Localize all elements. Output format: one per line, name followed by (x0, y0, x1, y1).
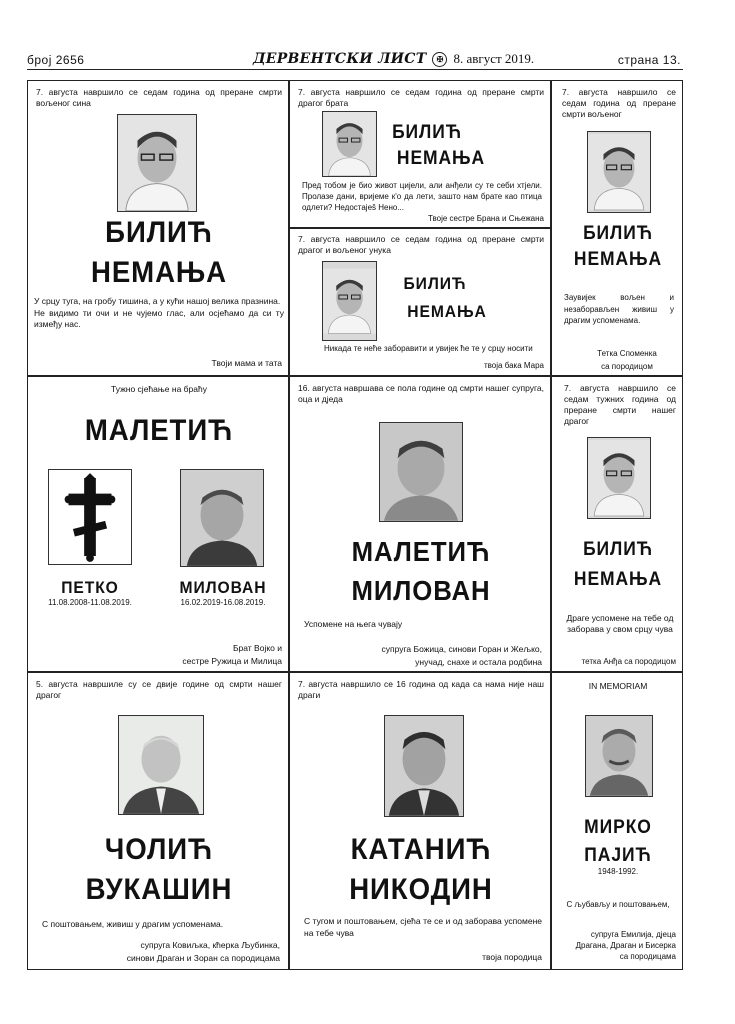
deceased-surname: ПАЈИЋ (584, 845, 652, 866)
obituary-signature-line2: са породицом (601, 362, 653, 371)
obituary-text: Никада те неће заборавити и увијек ће те у срцу носити (324, 344, 533, 353)
obituary-bilic-parents (27, 80, 289, 376)
obituary-signature: Твоји мама и тата (211, 358, 282, 368)
obituary-text: Заувијек вољен и незаборављен живиш у драгим успоменама. (564, 293, 674, 325)
obituary-signature: супруга Емилија, дјеца (590, 930, 676, 939)
obituary-signature: твоја бака Мара (483, 361, 544, 370)
obituary-text: С поштовањем, живиш у драгим успоменама. (42, 919, 224, 929)
deceased-dates: 1948-1992. (597, 867, 639, 876)
obituary-text: Пред тобом је био живот цијели, али анђели су те себи хтјели. Пролазе дани, вријеме к'о да лети, зашто нам брате као птица одлети? Недостаješ Нено... (302, 181, 542, 212)
obituary-signature: тетка Анђа са породицом (581, 657, 676, 666)
obituary-text: С тугом и поштовањем, сјећа те се и од заборава успомене на тебе чува (304, 916, 542, 938)
obituary-signature-line2: Драгана, Драган и Бисерка (575, 941, 676, 950)
deceased-firstname: МИРКО (584, 817, 652, 838)
obituary-bilic-grandmother (289, 228, 551, 376)
portrait-photo (379, 422, 463, 522)
obituary-intro: 16. августа навршава се пола године од смрти нашег супруга, оца и дједа (298, 383, 544, 404)
orthodox-cross-icon (48, 469, 132, 565)
deceased-surname: КАТАНИЋ (350, 833, 492, 866)
deceased-firstname: НЕМАЊА (573, 569, 663, 590)
obituary-intro: 7. августа навршило се седам година од преране смрти вољеног сина (36, 87, 282, 108)
deceased-firstname: ВУКАШИН (85, 873, 233, 906)
portrait-photo (384, 715, 464, 817)
deceased-firstname: МИЛОВАН (351, 575, 491, 606)
deceased-name-1: ПЕТКО (61, 578, 119, 597)
deceased-firstname: НЕМАЊА (396, 148, 486, 169)
deceased-dates-2: 16.02.2019-16.08.2019. (180, 598, 266, 607)
obituary-intro: Тужно сјећање на браћу (111, 384, 207, 394)
obituary-signature-line2: синови Драган и Зоран са породицама (126, 953, 280, 963)
obituary-bilic-sisters (289, 80, 551, 228)
obituary-maletic-brothers (27, 376, 289, 672)
deceased-surname: БИЛИЋ (583, 223, 653, 244)
obituary-text: Драге успомене на тебе од заборава у свом срцу чува (566, 613, 674, 634)
obituary-text: Успомене на њега чувају (304, 619, 403, 629)
obituary-maletic-family (289, 376, 551, 672)
deceased-surname: БИЛИЋ (105, 216, 213, 249)
header-rule (27, 69, 683, 70)
portrait-photo (585, 715, 653, 797)
deceased-firstname: НЕМАЊА (407, 302, 487, 321)
obituary-signature-line2: унучад, снахе и остала родбина (415, 657, 542, 667)
deceased-surname: МАЛЕТИЋ (351, 536, 491, 567)
obituary-text: С љубављу и поштовањем, (566, 900, 670, 909)
obituary-bilic-aunt (551, 80, 683, 376)
obituary-intro: 7. августа навршило се седам година од преране смрти драгог брата (298, 87, 544, 108)
deceased-surname: ЧОЛИЋ (104, 833, 214, 866)
deceased-surname: БИЛИЋ (583, 539, 653, 560)
deceased-firstname: НЕМАЊА (573, 249, 663, 270)
portrait-photo (587, 131, 651, 213)
deceased-firstname: НИКОДИН (349, 873, 493, 906)
obituary-signature: твоја породица (482, 952, 542, 962)
issue-date: 8. август 2019. (453, 51, 535, 66)
masthead-seal-icon: ✠ (432, 52, 447, 67)
obituary-signature-line2: сестре Ружица и Милица (182, 656, 282, 666)
obituary-bilic-aunt-andja (551, 376, 683, 672)
deceased-firstname: НЕМАЊА (90, 256, 228, 289)
deceased-dates-1: 11.08.2008-11.08.2019. (48, 598, 132, 607)
obituary-katanic (289, 672, 551, 970)
deceased-name-2: МИЛОВАН (179, 578, 267, 597)
obituary-text: У срцу туга, на гробу тишина, а у кући нашој велика празнина. Не видимо ти очи и не чујемо глас, али осјећамо да си ту између нас. (34, 296, 284, 329)
portrait-photo (117, 114, 197, 212)
deceased-surname: БИЛИЋ (392, 122, 462, 143)
portrait-photo (118, 715, 204, 815)
obituary-signature: Тетка Споменка (597, 349, 657, 358)
portrait-photo (322, 111, 377, 177)
obituary-intro: 7. августа навршило се седам тужних година од преране смрти нашег драгог (564, 383, 676, 426)
portrait-photo (180, 469, 264, 567)
obituary-signature: супруга Божица, синови Горан и Жељко, (381, 644, 542, 654)
obituary-intro: IN MEMORIAM (588, 681, 648, 691)
portrait-photo (322, 261, 377, 341)
obituary-intro: 5. августа навршиле су се двије године од смрти нашег драгог (36, 679, 282, 700)
masthead (253, 50, 534, 68)
page-number: страна 13. (617, 53, 681, 67)
portrait-photo (587, 437, 651, 519)
issue-number: број 2656 (27, 53, 85, 67)
obituary-signature-line3: са породицама (619, 952, 676, 961)
obituary-signature: супруга Ковиљка, кћерка Љубинка, (140, 940, 280, 950)
obituary-intro: 7. августа навршило се седам година од преране смрти драгог и вољеног унука (298, 234, 544, 255)
obituary-pajic (551, 672, 683, 970)
masthead-logo: ДЕРВЕНТСКИ ЛИСТ (253, 51, 427, 67)
obituary-colic (27, 672, 289, 970)
page-header (27, 50, 683, 70)
obituary-intro: 7. августа навршило се 16 година од када са нама није наш драги (298, 679, 544, 700)
deceased-surname: БИЛИЋ (403, 274, 467, 293)
obituary-intro: 7. августа навршило се седам година од преране смрти вољеног (562, 87, 676, 119)
obituary-signature: Твоје сестре Брана и Сњежана (427, 214, 544, 223)
family-surname: МАЛЕТИЋ (84, 414, 234, 447)
obituary-signature: Брат Војко и (232, 643, 282, 653)
